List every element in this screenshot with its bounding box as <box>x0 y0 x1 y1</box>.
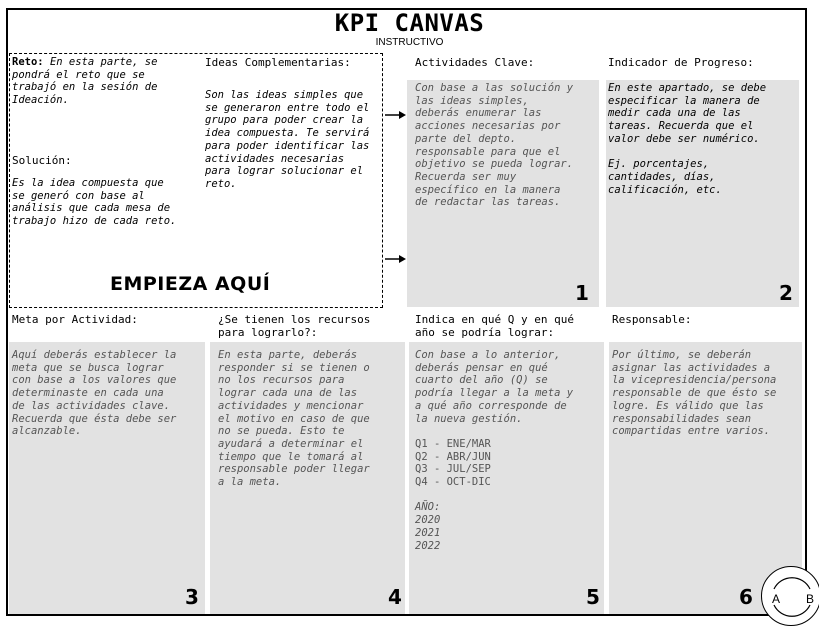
ideas-label: Ideas Complementarias: <box>205 56 351 69</box>
ideas-text <box>205 89 380 191</box>
section-4-title-line: ¿Se tienen los recursos <box>218 313 371 326</box>
section-5-line: 2021 <box>415 526 441 539</box>
section-1-line: de redactar las tareas. <box>415 196 561 209</box>
section-5-line: 2022 <box>415 539 441 552</box>
section-2-line: cantidades, días, <box>608 170 716 183</box>
section-1-text <box>415 82 600 209</box>
ideas-line: para poder identificar las <box>205 139 370 152</box>
section-2-line: Ej. porcentajes, <box>608 158 710 171</box>
section-3-line: Recuerda que ésta debe ser <box>12 412 177 425</box>
section-6-line: asignar las actividades a <box>612 361 771 374</box>
section-6-line: responsabilidades sean <box>612 412 752 425</box>
section-1-line: Con base a las solución y <box>415 82 574 94</box>
section-4-title <box>218 313 370 339</box>
reto-block <box>12 56 197 107</box>
section-2-line: valor debe ser numérico. <box>608 132 760 145</box>
section-3-line: con base a los valores que <box>12 374 177 387</box>
section-5-line: Q3 - JUL/SEP <box>415 463 491 476</box>
arrow-right-icon <box>383 109 407 121</box>
section-4-line: responder si se tienen o <box>218 361 370 374</box>
solucion-line: Es la idea compuesta que <box>12 177 164 189</box>
reto-line: En esta parte, se <box>49 56 158 68</box>
section-2-line: especificar la manera de <box>608 94 760 107</box>
ideas-line: reto. <box>205 177 237 190</box>
section-3-text <box>12 349 204 438</box>
section-1-title: Actividades Clave: <box>415 56 535 69</box>
section-4-line: responsable poder llegar <box>218 463 370 476</box>
section-5-title-line: año se podría lograr: <box>415 326 555 339</box>
ideas-line: Son las ideas simples que <box>205 89 364 101</box>
section-6-line: responsable de que ésto se <box>612 387 777 400</box>
section-1-line: específico en la manera <box>415 183 561 196</box>
arrow-right-icon <box>383 253 407 265</box>
section-5-line: cuarto del año (Q) se <box>415 374 548 387</box>
section-4-line: a la meta. <box>218 476 282 489</box>
section-6-line: Por último, se deberán <box>612 349 752 361</box>
solucion-label: Solución: <box>12 154 72 167</box>
section-5-title <box>415 313 574 339</box>
section-2-title: Indicador de Progreso: <box>608 56 754 69</box>
solucion-line: análisis que cada mesa de <box>12 202 171 215</box>
section-5-number: 5 <box>586 585 600 609</box>
ideas-line: para lograr solucionar el <box>205 165 364 178</box>
section-4-line: lograr cada una de las <box>218 387 358 400</box>
section-5-line: Con base a lo anterior, <box>415 349 561 361</box>
section-1-line: objetivo se pueda lograr. <box>415 158 574 171</box>
section-4-number: 4 <box>388 585 402 609</box>
section-2-line: tareas. Recuerda que el <box>608 120 754 133</box>
reto-line: Ideación. <box>12 94 69 107</box>
reto-label: Reto: <box>12 56 44 68</box>
section-4-line: ayudará a determinar el <box>218 437 364 450</box>
ideas-line: actividades necesarias <box>205 152 345 165</box>
section-4-line: no se pueda. Esto te <box>218 425 345 438</box>
section-5-line: Q2 - ABR/JUN <box>415 450 491 463</box>
section-5-line: deberás pensar en qué <box>415 361 548 374</box>
section-4-title-line: para lograrlo?: <box>218 326 318 339</box>
section-6-number: 6 <box>739 585 753 609</box>
ab-badge <box>761 566 819 626</box>
page-subtitle: INSTRUCTIVO <box>375 37 444 48</box>
ideas-line: grupo para poder crear la <box>205 114 364 127</box>
badge-letter-a: A <box>772 592 781 606</box>
section-2-line: medir cada una de las <box>608 107 741 120</box>
section-4-line: el motivo en caso de que <box>218 412 370 425</box>
solucion-line: trabajo hizo de cada reto. <box>12 215 177 228</box>
section-2-line: En este apartado, se debe <box>608 82 767 94</box>
section-2-number: 2 <box>779 281 793 305</box>
section-5-line: Q4 - OCT-DIC <box>415 476 491 489</box>
section-1-line: deberás enumerar las <box>415 107 542 120</box>
section-1-line: las ideas simples, <box>415 94 529 107</box>
start-here-label: EMPIEZA AQUÍ <box>110 273 271 295</box>
section-4-text <box>218 349 404 489</box>
reto-line: trabajó en la sesión de <box>12 81 158 94</box>
section-3-line: Aquí deberás establecer la <box>12 349 177 361</box>
badge-letter-b: B <box>806 592 815 606</box>
section-6-line: compartidas entre varios. <box>612 425 771 438</box>
section-3-title: Meta por Actividad: <box>12 313 138 326</box>
section-3-line: meta que se busca lograr <box>12 361 164 374</box>
section-5-line: 2020 <box>415 514 441 527</box>
section-1-line: parte del depto. <box>415 132 517 145</box>
section-1-number: 1 <box>575 281 589 305</box>
section-5-line: Q1 - ENE/MAR <box>415 437 491 450</box>
section-3-line: determinaste en cada una <box>12 387 164 400</box>
section-3-number: 3 <box>185 585 199 609</box>
solucion-line: se generó con base al <box>12 189 145 202</box>
section-2-line: calificación, etc. <box>608 183 722 196</box>
section-6-line: logre. Es válido que las <box>612 399 764 412</box>
section-1-line: acciones necesarias por <box>415 120 561 133</box>
section-4-line: no los recursos para <box>218 374 345 387</box>
section-1-line: Recuerda ser muy <box>415 170 517 183</box>
section-5-title-line: Indica en qué Q y en qué <box>415 313 574 326</box>
ideas-line: idea compuesta. Te servirá <box>205 127 370 140</box>
section-4-line: En esta parte, deberás <box>218 349 358 361</box>
section-5-line: la nueva gestión. <box>415 412 523 425</box>
section-6-title: Responsable: <box>612 313 692 326</box>
section-5-line: a qué año corresponde de <box>415 399 567 412</box>
section-1-line: responsable para que el <box>415 145 561 158</box>
section-4-line: tiempo que le tomará al <box>218 450 364 463</box>
solucion-text <box>12 177 202 228</box>
section-3-line: alcanzable. <box>12 425 82 438</box>
section-4-line: actividades y mencionar <box>218 399 364 412</box>
section-5-text <box>415 349 603 552</box>
reto-line: pondrá el reto que se <box>12 68 145 81</box>
section-6-line: la vicepresidencia/persona <box>612 374 777 387</box>
section-5-line: podría llegar a la meta y <box>415 387 574 400</box>
section-6-text <box>612 349 802 438</box>
section-5-line: AÑO: <box>415 501 441 514</box>
ideas-line: se generaron entre todo el <box>205 101 370 114</box>
section-3-line: de las actividades clave. <box>12 399 171 412</box>
page-title: KPI CANVAS <box>334 9 485 37</box>
section-2-text <box>608 82 798 196</box>
